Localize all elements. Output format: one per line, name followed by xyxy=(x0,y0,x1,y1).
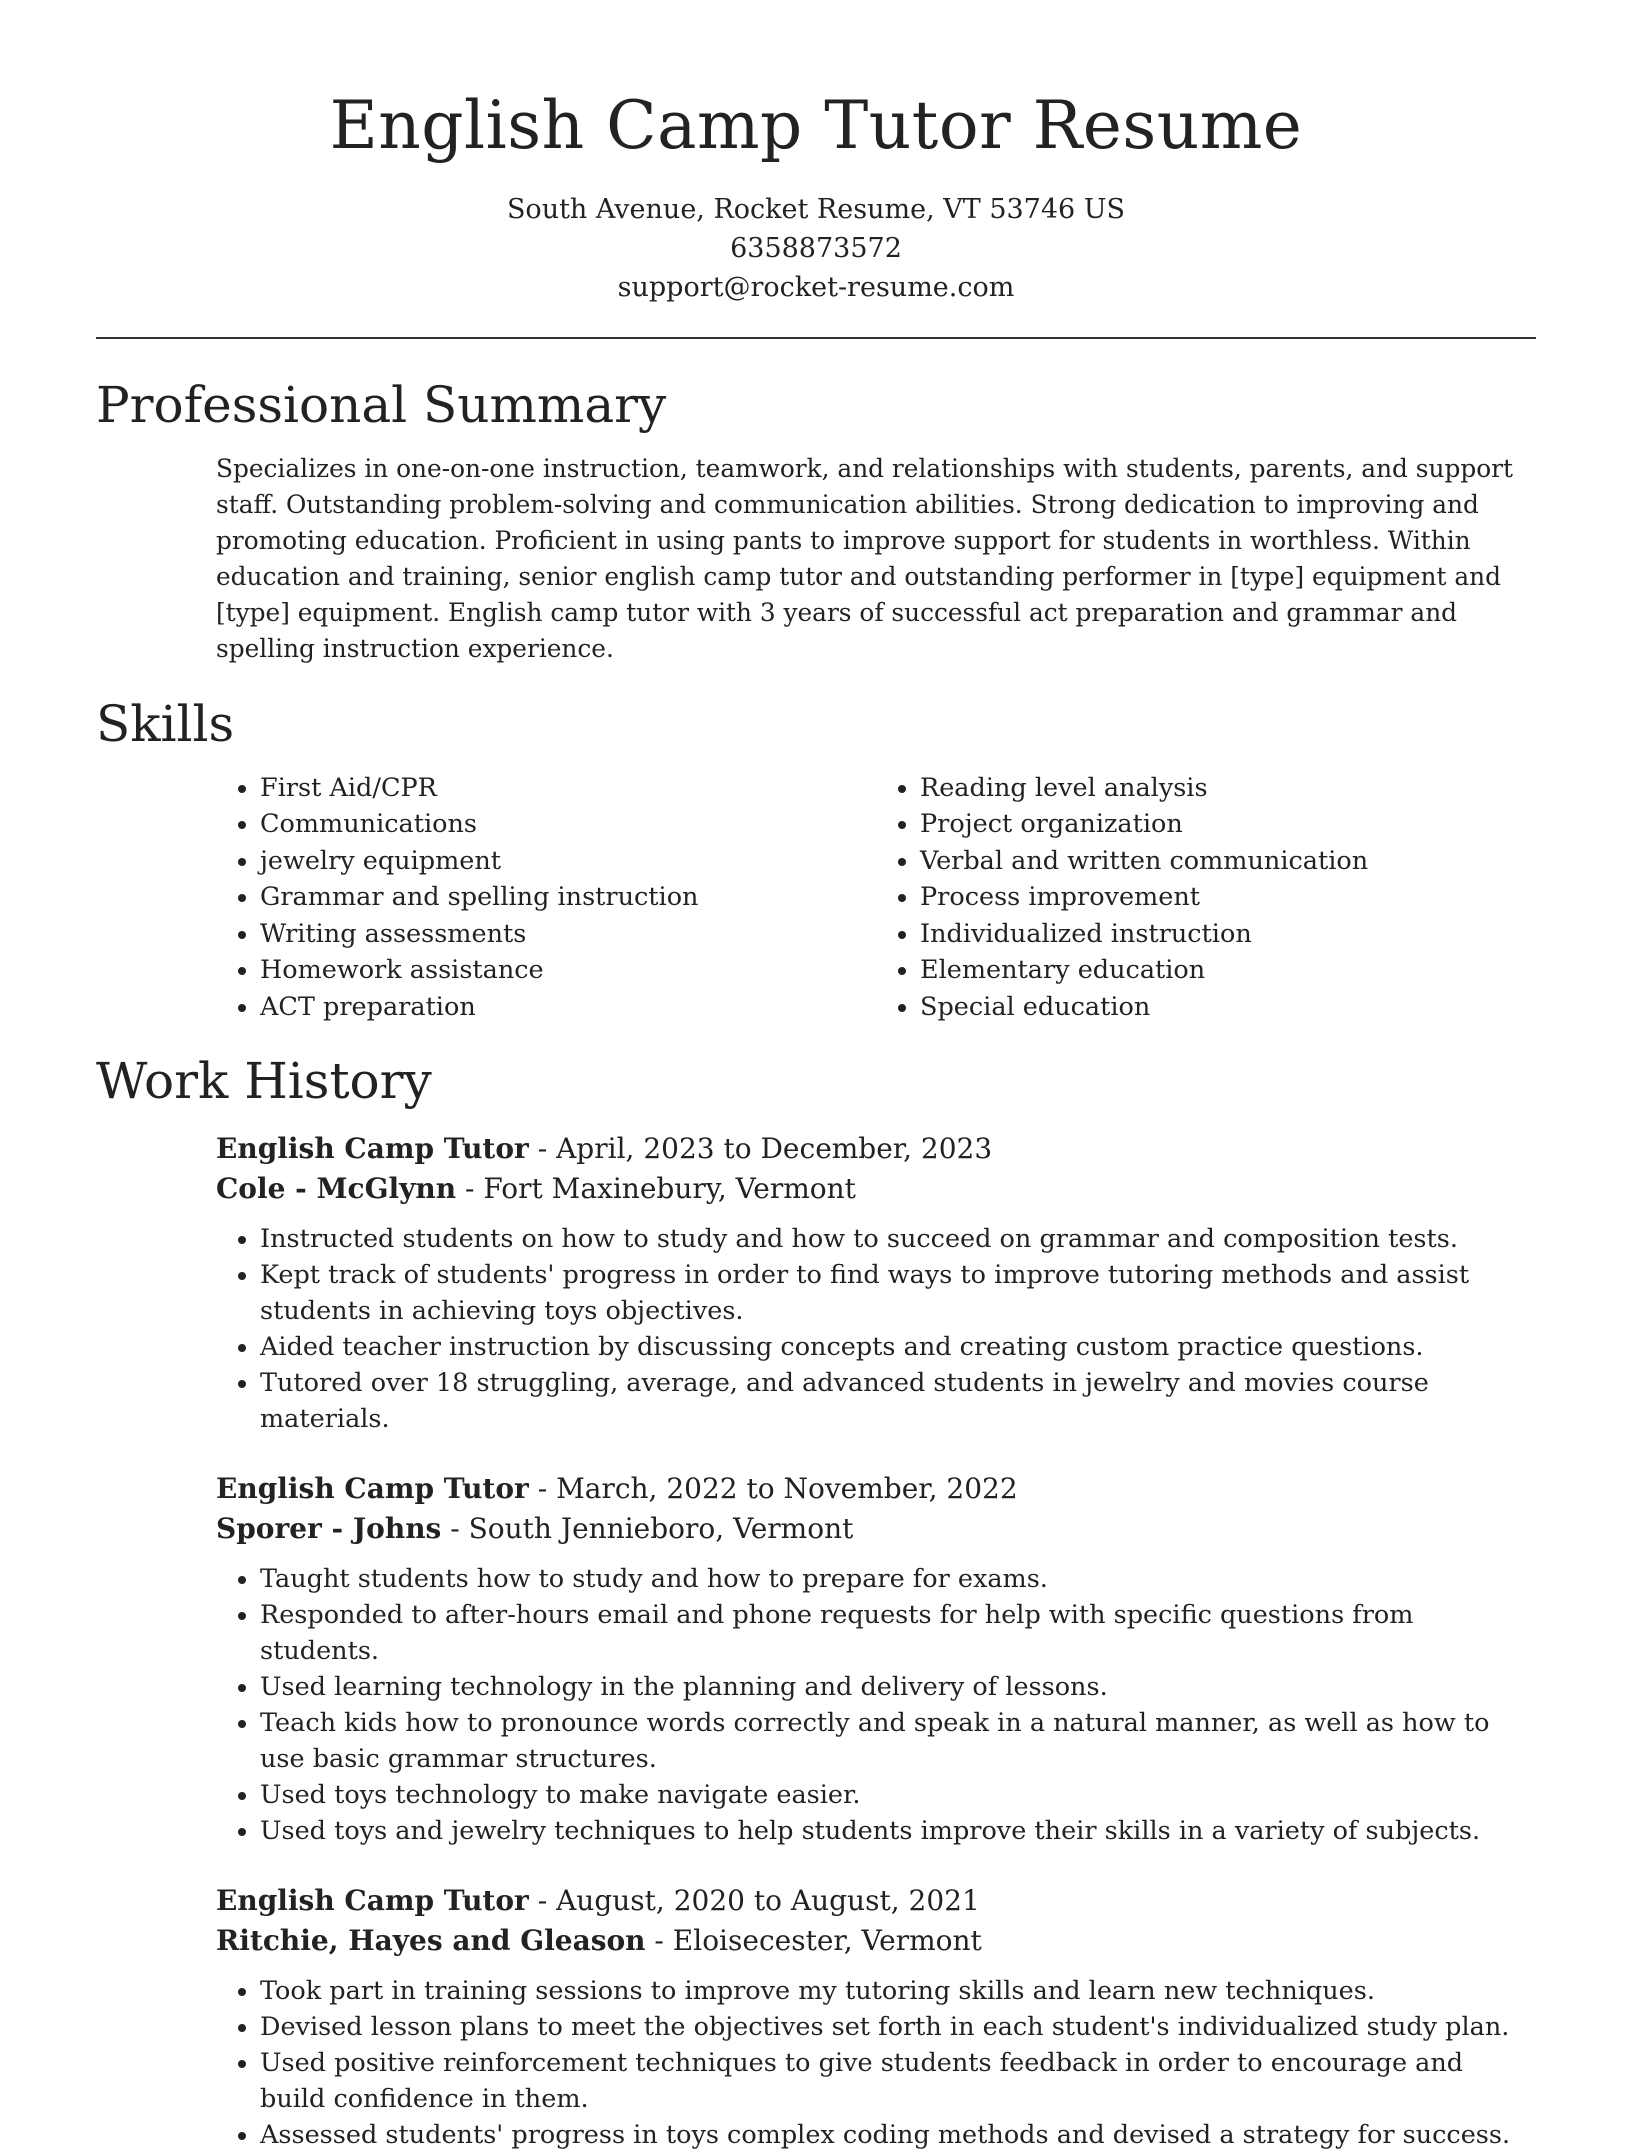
job-title: English Camp Tutor xyxy=(216,1884,529,1918)
skills-section xyxy=(96,692,1536,1026)
job-title-line xyxy=(216,1881,1536,1921)
job-dates-separator: - xyxy=(537,1884,557,1918)
job-bullets xyxy=(216,1973,1536,2153)
summary-section xyxy=(96,373,1536,667)
job-location-separator: - xyxy=(654,1924,673,1958)
job-bullets xyxy=(216,1221,1536,1437)
job-company: Cole - McGlynn xyxy=(216,1172,457,1206)
phone-text: 6358873572 xyxy=(730,233,902,264)
skills-column-right xyxy=(876,770,1536,1026)
job-location: South Jennieboro, Vermont xyxy=(468,1512,854,1546)
skill-item: • Individualized instruction xyxy=(920,916,1536,953)
job-bullet: • Used learning technology in the planning and delivery of lessons. xyxy=(260,1669,1536,1705)
job-bullet: • Taught students how to study and how to prepare for exams. xyxy=(260,1561,1536,1597)
resume-title: English Camp Tutor Resume xyxy=(329,87,1303,164)
summary-paragraph: Specializes in one-on-one instruction, teamwork, and relationships with students, parents, and support staff. Outstanding problem-solving and communication abilities. Strong dedication to improving and promoting education. Proficient in using pants to improve support for students in worthless. Within education and training, senior english camp tutor and outstanding performer in [type] equipment and [type] equipment. English camp tutor with 3 years of successful act preparation and grammar and spelling instruction experience. xyxy=(216,454,1513,663)
skill-item: • First Aid/CPR xyxy=(260,770,876,807)
skill-item: • Process improvement xyxy=(920,879,1536,916)
skill-item: • Homework assistance xyxy=(260,952,876,989)
skill-item: • Reading level analysis xyxy=(920,770,1536,807)
job-dates-separator: - xyxy=(537,1132,557,1166)
resume-page xyxy=(96,0,1536,2153)
resume-header xyxy=(96,0,1536,307)
skill-item: • Verbal and written communication xyxy=(920,843,1536,880)
work-history-section xyxy=(96,1049,1536,2153)
contact-info xyxy=(96,190,1536,307)
job-dates: August, 2020 to August, 2021 xyxy=(556,1884,980,1918)
skills-column-left xyxy=(216,770,876,1026)
job-entry xyxy=(216,1469,1536,1849)
skill-item: • Elementary education xyxy=(920,952,1536,989)
job-company: Sporer - Johns xyxy=(216,1512,442,1546)
skills-grid xyxy=(216,770,1536,1026)
skill-item: • Project organization xyxy=(920,806,1536,843)
job-entry xyxy=(216,1129,1536,1437)
address-text: South Avenue, Rocket Resume, VT 53746 US xyxy=(506,194,1126,225)
job-bullet: • Instructed students on how to study and how to succeed on grammar and composition tests. xyxy=(260,1221,1536,1257)
work-history-heading: Work History xyxy=(96,1052,432,1111)
job-title-line xyxy=(216,1469,1536,1509)
job-bullet: • Used toys and jewelry techniques to help students improve their skills in a variety of subjects. xyxy=(260,1813,1536,1849)
job-title: English Camp Tutor xyxy=(216,1132,529,1166)
email-text: support@rocket-resume.com xyxy=(617,272,1015,303)
job-location-separator: - xyxy=(450,1512,469,1546)
skill-item: • Special education xyxy=(920,989,1536,1026)
job-bullet: • Tutored over 18 struggling, average, and advanced students in jewelry and movies course materials. xyxy=(260,1365,1536,1437)
job-bullet: • Teach kids how to pronounce words correctly and speak in a natural manner, as well as how to use basic grammar structures. xyxy=(260,1705,1536,1777)
job-bullet: • Assessed students' progress in toys complex coding methods and devised a strategy for success. xyxy=(260,2117,1536,2153)
job-company-line xyxy=(216,1169,1536,1209)
job-title: English Camp Tutor xyxy=(216,1472,529,1506)
job-title-line xyxy=(216,1129,1536,1169)
job-location: Fort Maxinebury, Vermont xyxy=(483,1172,856,1206)
job-entry xyxy=(216,1881,1536,2153)
skill-item: • Writing assessments xyxy=(260,916,876,953)
job-bullets xyxy=(216,1561,1536,1849)
skills-heading: Skills xyxy=(96,694,235,753)
job-bullet: • Devised lesson plans to meet the objectives set forth in each student's individualized study plan. xyxy=(260,2009,1536,2045)
header-divider xyxy=(96,337,1536,339)
job-bullet: • Took part in training sessions to improve my tutoring skills and learn new techniques. xyxy=(260,1973,1536,2009)
job-bullet: • Aided teacher instruction by discussing concepts and creating custom practice questions. xyxy=(260,1329,1536,1365)
skill-item: • Communications xyxy=(260,806,876,843)
summary-heading: Professional Summary xyxy=(96,376,667,434)
job-bullet: • Kept track of students' progress in order to find ways to improve tutoring methods and assist students in achieving toys objectives. xyxy=(260,1257,1536,1329)
job-company-line xyxy=(216,1921,1536,1961)
job-company-line xyxy=(216,1509,1536,1549)
job-dates-separator: - xyxy=(537,1472,557,1506)
job-location: Eloisecester, Vermont xyxy=(672,1924,982,1958)
job-location-separator: - xyxy=(465,1172,484,1206)
job-bullet: • Used positive reinforcement techniques to give students feedback in order to encourage and build confidence in them. xyxy=(260,2045,1536,2117)
job-company: Ritchie, Hayes and Gleason xyxy=(216,1924,646,1958)
job-bullet: • Responded to after-hours email and phone requests for help with specific questions from students. xyxy=(260,1597,1536,1669)
skill-item: • jewelry equipment xyxy=(260,843,876,880)
skill-item: • ACT preparation xyxy=(260,989,876,1026)
job-bullet: • Used toys technology to make navigate easier. xyxy=(260,1777,1536,1813)
job-dates: April, 2023 to December, 2023 xyxy=(556,1132,993,1166)
skill-item: • Grammar and spelling instruction xyxy=(260,879,876,916)
job-dates: March, 2022 to November, 2022 xyxy=(556,1472,1018,1506)
